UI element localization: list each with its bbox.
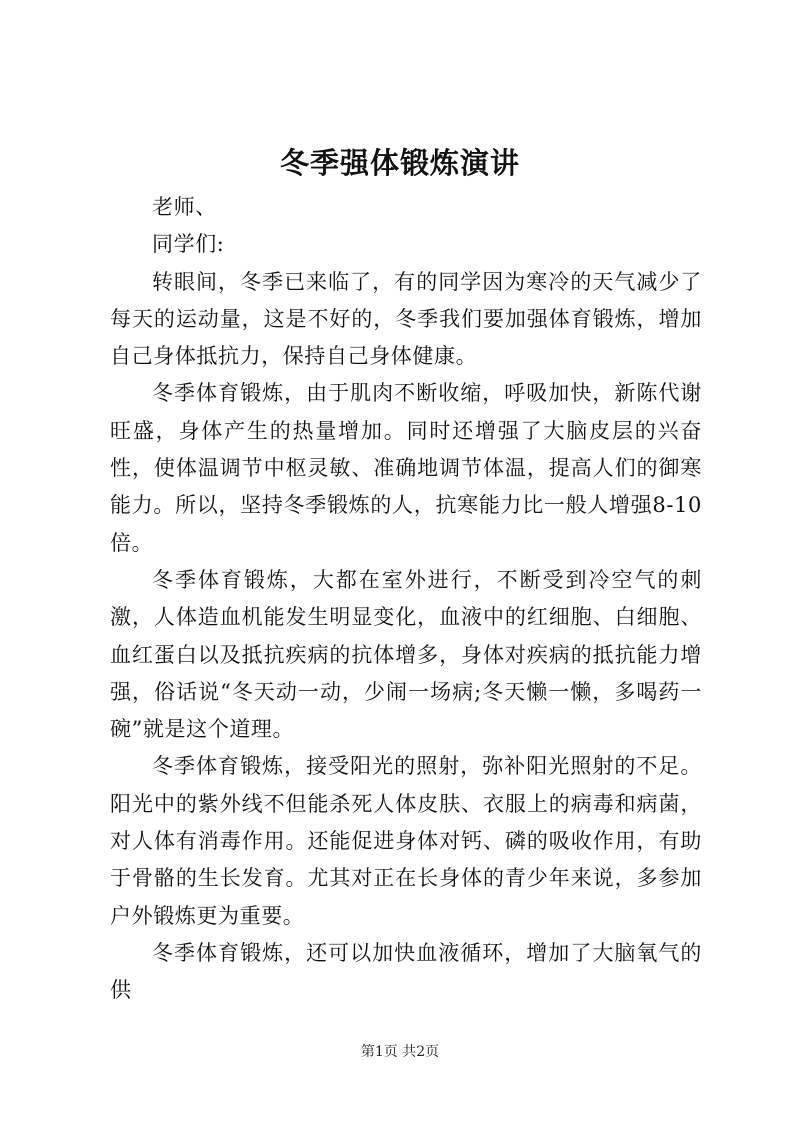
salutation-teachers: 老师、 bbox=[152, 195, 217, 219]
document-body bbox=[110, 189, 702, 1010]
page-footer: 第1页 共2页 bbox=[360, 1044, 440, 1060]
paragraph: 冬季体育锻炼，由于肌肉不断收缩，呼吸加快，新陈代谢旺盛，身体产生的热量增加。同时还增强了大脑皮层的兴奋性，使体温调节中枢灵敏、准确地调节体温，提高人们的御寒能力。所以，坚持冬季锻炼的人，抗寒能力比一般人增强8-10倍。 bbox=[110, 381, 702, 555]
paragraph: 冬季体育锻炼，接受阳光的照射，弥补阳光照射的不足。阳光中的紫外线不但能杀死人体皮肤、衣服上的病毒和病菌，对人体有消毒作用。还能促进身体对钙、磷的吸收作用，有助于骨骼的生长发育。尤其对正在长身体的青少年来说，多参加户外锻炼更为重要。 bbox=[110, 754, 702, 928]
document-title: 冬季强体锻炼演讲 bbox=[279, 146, 520, 180]
paragraph: 冬季体育锻炼，大都在室外进行，不断受到冷空气的刺激，人体造血机能发生明显变化，血液中的红细胞、白细胞、血红蛋白以及抵抗疾病的抗体增多，身体对疾病的抵抗能力增强，俗话说“冬天动一动，少闹一场病;冬天懒一懒，多喝药一碗”就是这个道理。 bbox=[110, 567, 702, 742]
salutation-students: 同学们: bbox=[152, 232, 225, 257]
paragraph: 冬季体育锻炼，还可以加快血液循环，增加了大脑氧气的供 bbox=[110, 940, 702, 1003]
paragraph: 转眼间，冬季已来临了，有的同学因为寒冷的天气减少了每天的运动量，这是不好的，冬季我们要加强体育锻炼，增加自己身体抵抗力，保持自己身体健康。 bbox=[110, 269, 702, 369]
